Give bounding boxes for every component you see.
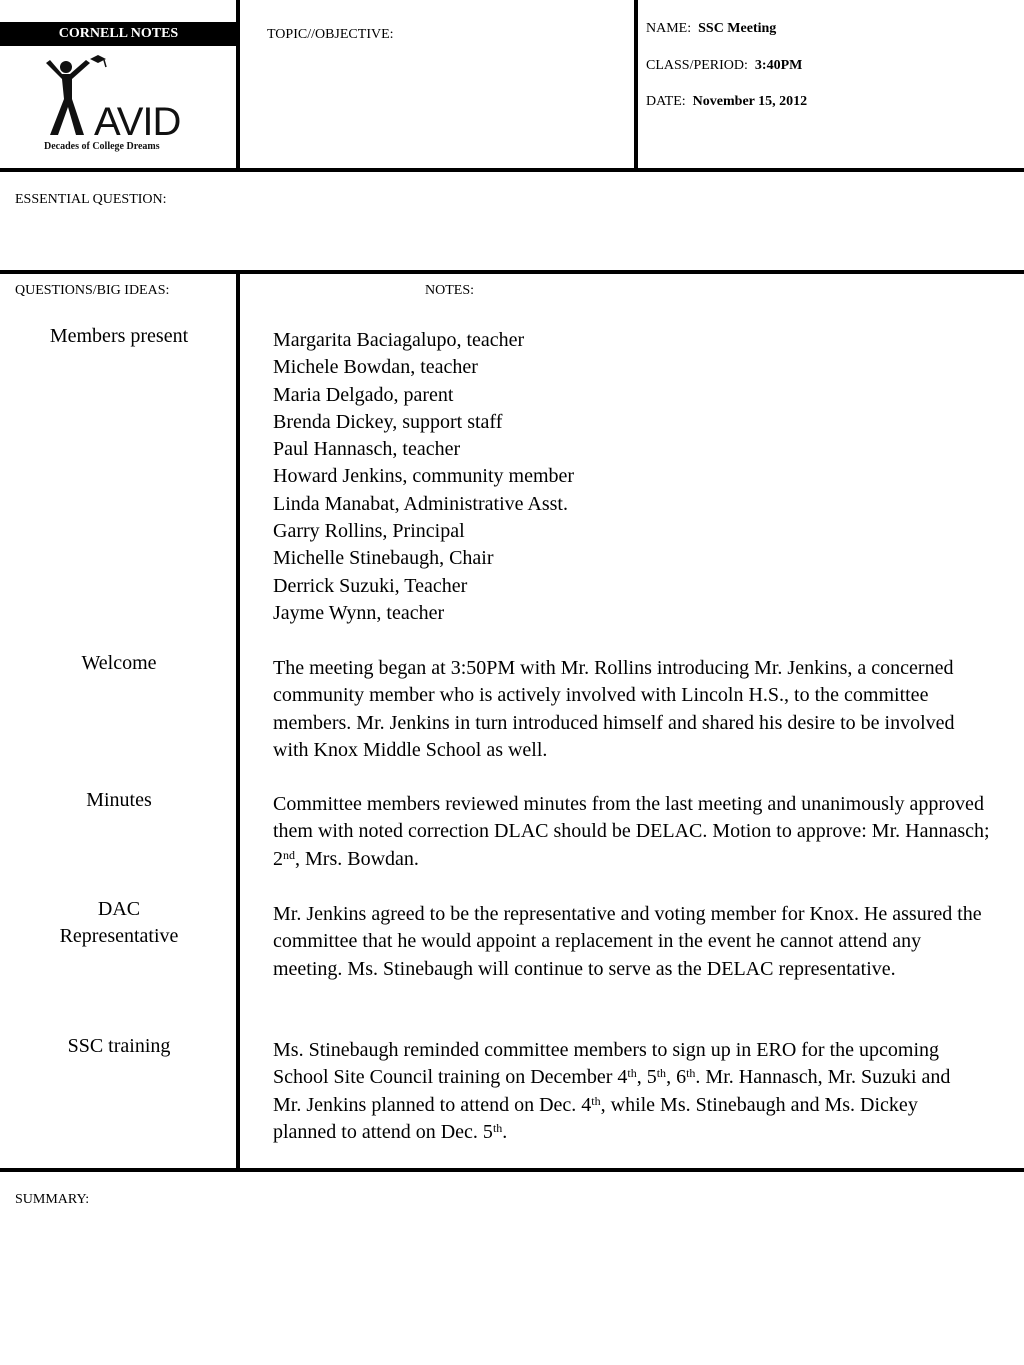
- name-value: SSC Meeting: [698, 21, 777, 36]
- logo-brand: AVID: [94, 100, 181, 144]
- member-item: Linda Manabat, Administrative Asst.: [273, 492, 568, 515]
- notes-label: NOTES:: [425, 283, 474, 298]
- class-label: CLASS/PERIOD:: [646, 58, 748, 73]
- class-value: 3:40PM: [754, 58, 803, 73]
- minutes-text-2: , Mrs. Bowdan.: [295, 847, 419, 870]
- cornell-notes-label: CORNELL NOTES: [0, 22, 237, 46]
- header-bottom-rule: [0, 168, 1024, 172]
- cue-ssc-training: SSC training: [67, 1035, 171, 1057]
- member-item: Margarita Baciagalupo, teacher: [273, 329, 525, 351]
- questions-label: QUESTIONS/BIG IDEAS:: [15, 283, 170, 298]
- member-item: Brenda Dickey, support staff: [273, 410, 503, 433]
- member-item: Michele Bowdan, teacher: [273, 356, 478, 379]
- ssc-text-f: .: [502, 1120, 508, 1143]
- ssc-text-b: , 5: [636, 1066, 657, 1089]
- ssc-text-e: , while Ms. Stinebaugh and Ms. Dickey planned to attend on Dec. 5: [273, 1093, 918, 1143]
- member-item: Michelle Stinebaugh, Chair: [273, 547, 494, 570]
- members-list: [273, 327, 1003, 627]
- name-label: NAME:: [646, 21, 692, 36]
- cue-members-present: Members present: [49, 325, 189, 347]
- ssc-text-a: Ms. Stinebaugh reminded committee members to sign up in ERO for the upcoming School Site Council training on December 4: [273, 1039, 940, 1089]
- cue-dac-line2: Representative: [59, 925, 179, 947]
- member-item: Garry Rollins, Principal: [273, 520, 465, 543]
- cue-welcome: Welcome: [81, 652, 157, 674]
- ssc-sup-d: th: [591, 1093, 601, 1108]
- minutes-sup: nd: [283, 847, 295, 862]
- ssc-text-d: . Mr. Hannasch, Mr. Suzuki and Mr. Jenkins planned to attend on Dec. 4: [273, 1066, 951, 1116]
- member-item: Derrick Suzuki, Teacher: [273, 574, 468, 597]
- cue-minutes: Minutes: [86, 789, 152, 811]
- member-item: Howard Jenkins, community member: [273, 465, 575, 488]
- date-field: [646, 94, 807, 110]
- summary-label: SUMMARY:: [15, 1192, 90, 1207]
- name-field: [646, 21, 776, 37]
- welcome-notes: The meeting began at 3:50PM with Mr. Rollins introducing Mr. Jenkins, a concerned community member who is actively involved with Lincoln H.S., to the committee members. Mr. Jenkins in turn introduced himself and shared his desire to be involved with Knox Middle School as well.: [273, 657, 955, 761]
- class-field: [646, 58, 802, 74]
- header-divider-right: [634, 0, 638, 170]
- ssc-sup-c: th: [686, 1066, 696, 1081]
- essential-question-label: ESSENTIAL QUESTION:: [15, 192, 167, 207]
- topic-label: TOPIC//OBJECTIVE:: [267, 27, 394, 42]
- ssc-sup-b: th: [656, 1066, 667, 1081]
- ssc-sup-a: th: [627, 1066, 637, 1081]
- minutes-text-1: Committee members reviewed minutes from the last meeting and unanimously approved them with noted correction DLAC should be DELAC. Motion to approve: Mr. Hannasch; 2: [273, 793, 990, 870]
- dac-notes: Mr. Jenkins agreed to be the representative and voting member for Knox. He assured the committee that he would appoint a replacement in the event he cannot attend any meeting. Ms. Stinebaugh will continue to serve as the DELAC representative.: [273, 903, 982, 980]
- notes-bottom-rule: [0, 1168, 1024, 1172]
- avid-logo: [38, 55, 198, 155]
- minutes-notes: [273, 791, 993, 873]
- essential-bottom-rule: [0, 270, 1024, 274]
- logo-tagline: Decades of College Dreams: [44, 141, 160, 152]
- ssc-sup-e: th: [492, 1120, 503, 1135]
- member-item: Maria Delgado, parent: [273, 383, 454, 406]
- cue-dac-representative: [0, 896, 238, 950]
- date-label: DATE:: [646, 94, 686, 109]
- member-item: Paul Hannasch, teacher: [273, 438, 461, 461]
- cue-dac-line1: DAC: [97, 898, 141, 920]
- logo-figure-head: [60, 61, 72, 73]
- date-value: November 15, 2012: [692, 94, 808, 109]
- member-item: Jayme Wynn, teacher: [273, 601, 445, 624]
- logo-grad-cap: [90, 55, 106, 63]
- ssc-text-c: , 6: [666, 1066, 687, 1089]
- ssc-notes: [273, 1037, 973, 1146]
